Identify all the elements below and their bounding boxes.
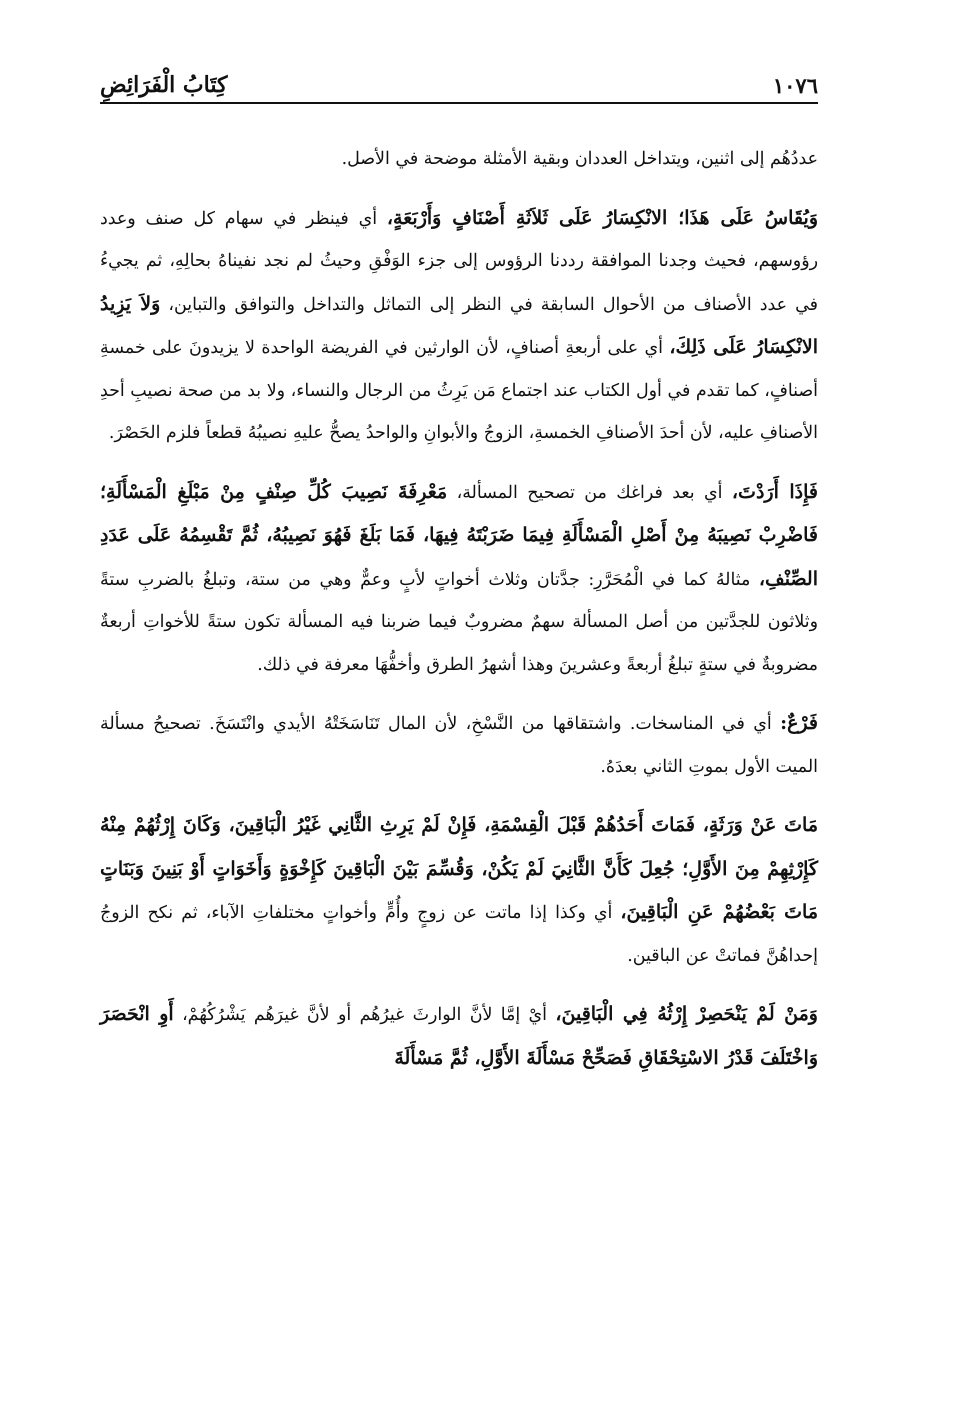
matn-text: وَلاَ يَزِيدُ الانْكِسَارُ عَلَى ذَلِكَ، — [100, 292, 818, 358]
paragraph — [100, 197, 818, 455]
matn-text: أَوِ انْحَصَرَ وَاخْتَلَفَ قَدْرُ الاسْتِحْقَاقِ فَصَحِّحْ مَسْأَلَةَ الأَوَّلِ، ثُمَّ مَسْأَلَةَ — [100, 1003, 818, 1069]
paragraph — [100, 138, 818, 181]
matn-text: فَرْعٌ: — [780, 712, 818, 734]
matn-text: فَإِذَا أَرَدْتَ، — [731, 480, 818, 503]
paragraph — [100, 702, 818, 788]
commentary-text: أي على أربعةِ أصنافٍ، لأن الوارثين في الفريضة الواحدة لا يزيدونَ على خمسةِ أصنافٍ، كما تقدم في أول الكتاب عند اجتماع مَن يَرِثُ من الرجال والنساء، ولا بد من صحة نصيبِ أحدِ الأصنافِ عليه، لأن أحدَ الأصنافِ الخمسةِ، الزوجُ والأبوانِ والواحدُ يصحُّ عليهِ نصيبُهُ قطعاً فلزم الحَصْرَ. — [100, 338, 818, 443]
commentary-text: أي وكذا إذا ماتت عن زوجٍ وأُمٍّ وأخواتٍ مختلفاتِ الآباء، ثم نكح الزوجُ إحداهُنَّ فماتتْ عن الباقين. — [100, 903, 818, 966]
matn-text: مَاتَ عَنْ وَرَثَةٍ، فَمَاتَ أَحَدُهُمْ قَبْلَ الْقِسْمَةِ، فَإِنْ لَمْ يَرِثِ الثَّانِي غَيْرُ الْبَاقِينَ، وَكَانَ إِرْثُهُمْ مِنْهُ كَإِرْثِهِمْ مِنَ الأَوَّلِ؛ جُعِلَ كَأَنَّ الثَّانِيَ لَمْ يَكُنْ، وَقُسِّمَ بَيْنَ الْبَاقِينَ كَإِخْوَةٍ وَأَخَوَاتٍ أَوْ بَنِينَ وَبَنَاتٍ مَاتَ بَعْضُهُمْ عَنِ الْبَاقِينَ، — [100, 814, 818, 923]
paragraph — [100, 993, 818, 1080]
commentary-text: أي بعد فراغك من تصحيح المسألة، — [447, 482, 732, 503]
book-page — [100, 58, 818, 1378]
matn-text: وَمَنْ لَمْ يَنْحَصِرْ إِرْثُهُ فِي الْبَاقِينَ، — [555, 1003, 818, 1025]
commentary-text: أي فينظر في سهام كل صنف وعدد رؤوسهم، فحيث وجدنا الموافقة رددنا الرؤوس إلى جزء الوَفْقِ وحيثُ لم نجد نفيناهُ بحالِهِ، ثم يجيءُ في عدد الأصناف من الأحوال السابقة في النظر إلى التماثل والتداخل والتوافق والتباين، — [100, 208, 818, 315]
page-header — [100, 58, 818, 104]
running-title: كِتَابُ الْفَرَائِضِ — [100, 72, 228, 98]
matn-text: وَيُقَاسُ عَلَى هَذَا؛ الانْكِسَارُ عَلَى ثَلاَثَةِ أَصْنَافٍ وَأَرْبَعَةٍ، — [386, 206, 818, 229]
page-body — [100, 138, 818, 1080]
paragraph — [100, 471, 818, 687]
commentary-text: عددُهُم إلى اثنين، ويتداخل العددان وبقية الأمثلة موضحة في الأصل. — [341, 149, 818, 169]
commentary-text: أي في المناسخات. واشتقاقها من النَّسْخِ، لأن المال تَنَاسَخَتْهُ الأيدي وانْتَسَخَ. تصحيحُ مسألة الميت الأول بموتِ الثاني بعدَهُ. — [100, 714, 818, 777]
matn-text: مَعْرِفَةَ نَصِيبَ كُلِّ صِنْفٍ مِنْ مَبْلَغِ الْمَسْأَلَةِ؛ فَاضْرِبْ نَصِيبَهُ مِنْ أَصْلِ الْمَسْأَلَةِ فِيمَا ضَرَبْتَهُ فِيهَا، فَمَا بَلَغَ فَهُوَ نَصِيبُهُ، ثُمَّ تَقْسِمُهُ عَلَى عَدَدِ الصِّنْفِ، — [100, 480, 818, 590]
commentary-text: أيْ إمَّا لأنَّ الوارثَ غيرُهُم أو لأنَّ غيرَهُم يَشْرُكُهُمْ، — [173, 1005, 556, 1025]
paragraph — [100, 804, 818, 977]
page-number: ١٠٧٦ — [772, 73, 818, 98]
commentary-text: مثالهُ كما في الْمُحَرَّرِ: جدَّتان وثلاث أخواتٍ لأبٍ وعمٌّ وهي من ستة، وتبلغُ بالضربِ ستةً وثلاثون للجدَّتين من أصل المسألة سهمٌ مضروبٌ فيما ضربنا فيه المسألة تكون ستةً للأخواتِ أربعةٌ مضروبةٌ في ستةٍ تبلغُ أربعةً وعشرينَ وهذا أشهرُ الطرق وأخفُّهَا معرفة في ذلك. — [100, 569, 818, 675]
